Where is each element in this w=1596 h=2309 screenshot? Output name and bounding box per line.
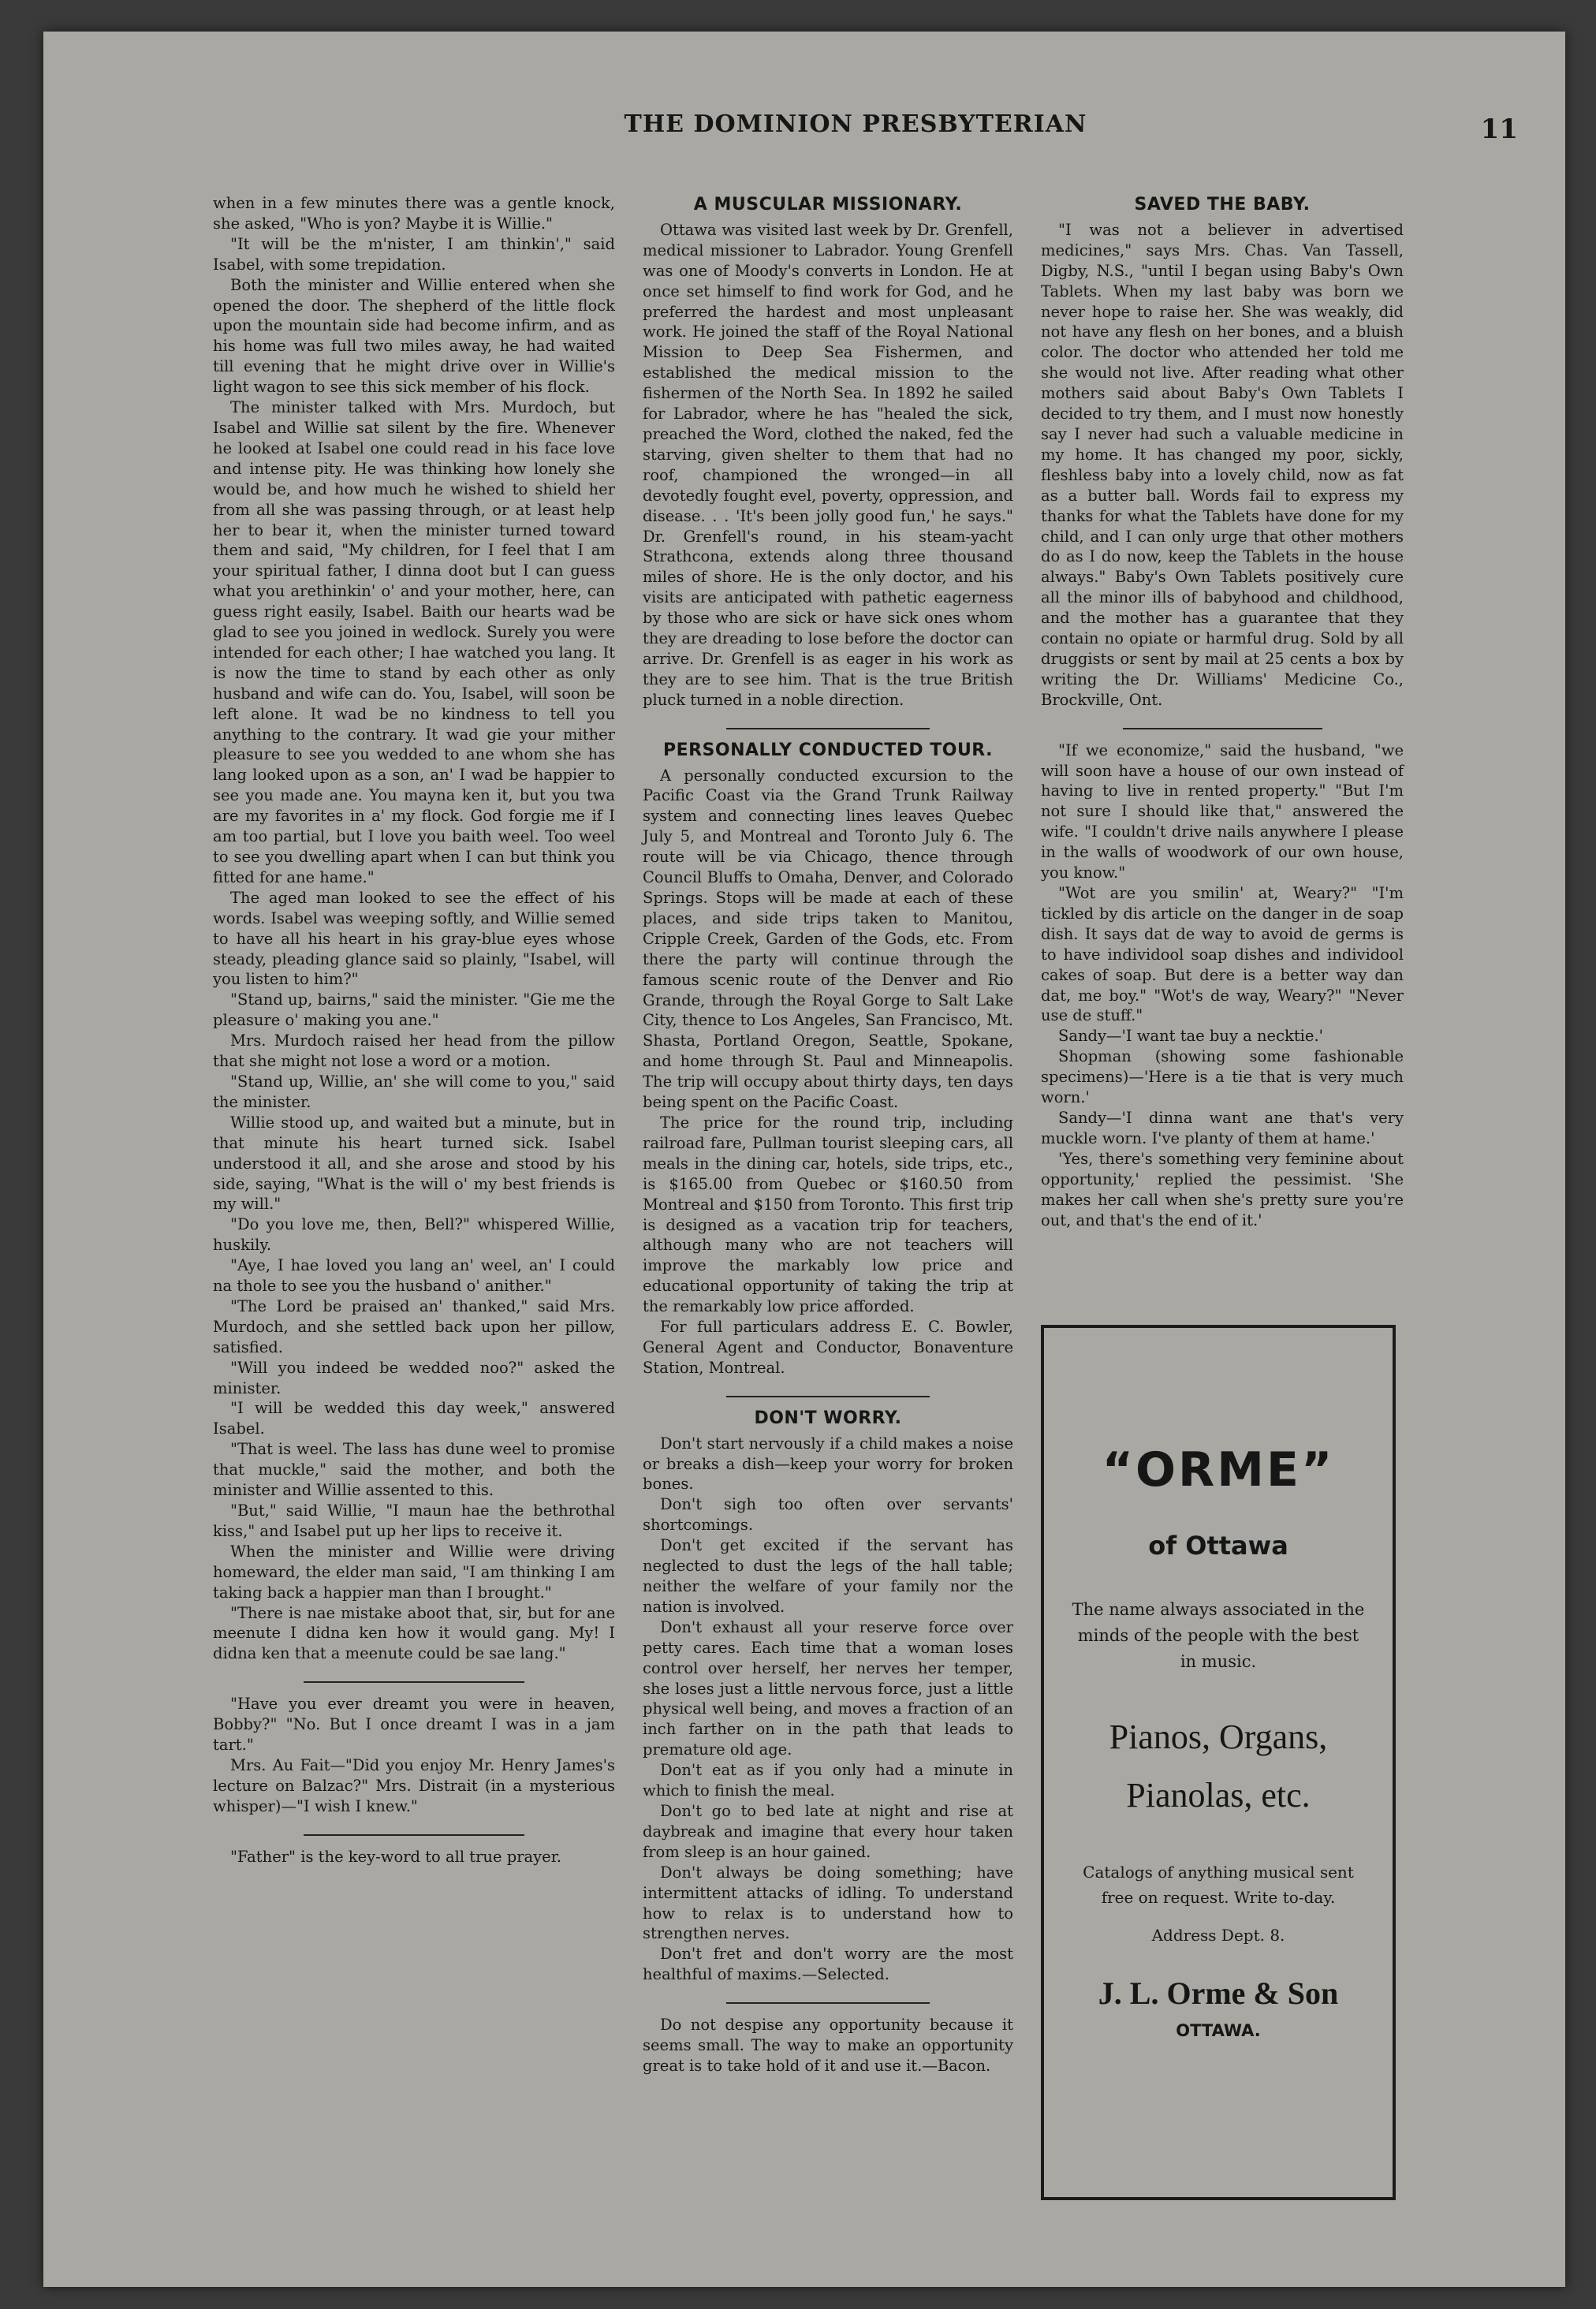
divider <box>304 1681 525 1683</box>
story-paragraph: "Aye, I hae loved you lang an' weel, an' I could na thole to see you the husband o' anither." <box>213 1256 615 1296</box>
divider <box>726 2002 930 2004</box>
story-paragraph: Willie stood up, and waited but a minute, but in that minute his heart turned sick. Isabel understood it all, and she arose and stood by his side, saying, "What is the will o' my best friends is my will." <box>213 1113 615 1214</box>
ad-address: Address Dept. 8. <box>1151 1926 1285 1945</box>
closing-paragraph: "Father" is the key-word to all true prayer. <box>230 1847 562 1866</box>
story-paragraph: "The Lord be praised an' thanked," said Mrs. Murdoch, and she settled back upon her pillow, satisfied. <box>213 1296 615 1356</box>
article-title-tour: PERSONALLY CONDUCTED TOUR. <box>662 740 994 760</box>
masthead: THE DOMINION PRESBYTERIAN <box>624 110 1087 138</box>
story-paragraph: "That is weel. The lass has dune weel to promise that muckle," said the mother, and both the minister and Willie assented to this. <box>213 1440 615 1500</box>
article-title-missionary: A MUSCULAR MISSIONARY. <box>693 195 963 214</box>
ad-brand: “ORME” <box>1102 1442 1335 1498</box>
misc-paragraph: "If we economize," said the husband, "we will soon have a house of our own instead of having to live in rented property." "But I'm not sure I should like that," answered the wife. "I couldn't drive nails anywhere I please in the walls of woodwork of our own house, you know." <box>1041 740 1404 882</box>
ad-catalog: Catalogs of anything musical sent free on request. Write to-day. <box>1083 1863 1354 1907</box>
misc-paragraph: Sandy—'I dinna want ane that's very muckle worn. I've planty of them at hame.' <box>1041 1108 1404 1147</box>
divider <box>726 1396 930 1397</box>
story-paragraph: "There is nae mistake aboot that, sir, but for ane meenute I didna ken how it would gang. My! I didna ken that a meenute could be sae lang." <box>213 1603 615 1663</box>
ad-products-line: Pianolas, etc. <box>1126 1776 1311 1815</box>
ad-products-line: Pianos, Organs, <box>1109 1718 1328 1756</box>
joke-paragraph: "Have you ever dreamt you were in heaven, Bobby?" "No. But I once dreamt I was in a jam tart." <box>213 1695 615 1755</box>
closing-paragraph: Do not despise any opportunity because it seems small. The way to make an opportunity great is to take hold of it and use it.—Bacon. <box>643 2016 1013 2075</box>
article-paragraph: Don't start nervously if a child makes a noise or breaks a dish—keep your worry for broken bones. <box>643 1434 1013 1494</box>
story-paragraph: Both the minister and Willie entered when she opened the door. The shepherd of the little flock upon the mountain side had become infirm, and as his home was full two miles away, he had waited till evening that he might drive over in Willie's light wagon to see this sick member of his flock. <box>213 275 615 397</box>
story-paragraph: The minister talked with Mrs. Murdoch, but Isabel and Willie sat silent by the fire. Whenever he looked at Isabel one could read in his face love and intense pity. He was thinking how lonely she would be, and how much he wished to shield her from all she was passing through, or at least help her to bear it, when the minister turned toward them and said, "My children, for I feel that I am your spiritual father, I dinna doot but I can guess what you arethinkin' o' and your mother, here, can guess right easily, Isabel. Baith our hearts wad be glad to see you joined in wedlock. Surely you were intended for each other; I hae watched you lang. It is now the time to stand by each other as only husband and wife can do. You, Isabel, will soon be left alone. It wad be no kindness to tell you anything to the contrary. It wad gie your mither pleasure to see you wedded to ane whom she has lang looked upon as a son, an' I wad be happier to see you made ane. You mayna ken it, but you twa are my favorites in a' my flock. God forgie me if I am too partial, but I love you baith weel. Too weel to see you dwelling apart when I can but think you fitted for ane hame." <box>213 398 615 886</box>
article-paragraph: Don't sigh too often over servants' shortcomings. <box>643 1495 1013 1535</box>
story-paragraph: "Stand up, bairns," said the minister. "Gie me the pleasure o' making you ane." <box>213 990 615 1030</box>
article-paragraph: Don't go to bed late at night and rise at daybreak and imagine that every hour taken from sleep is an hour gained. <box>643 1801 1013 1861</box>
story-paragraph: when in a few minutes there was a gentle knock, she asked, "Who is yon? Maybe it is Willie." <box>213 194 615 233</box>
article-paragraph: For full particulars address E. C. Bowler, General Agent and Conductor, Bonaventure Station, Montreal. <box>643 1318 1013 1377</box>
story-paragraph: "But," said Willie, "I maun hae the bethrothal kiss," and Isabel put up her lips to receive it. <box>213 1501 615 1540</box>
column-1 <box>213 193 615 1867</box>
article-title-baby: SAVED THE BABY. <box>1134 195 1311 214</box>
story-paragraph: "Do you love me, then, Bell?" whispered Willie, huskily. <box>213 1215 615 1255</box>
ad-city: of Ottawa <box>1148 1531 1288 1561</box>
article-paragraph: A personally conducted excursion to the Pacific Coast via the Grand Trunk Railway system and connecting lines leaves Quebec July 5, and Montreal and Toronto July 6. The route will be via Chicago, thence through Council Bluffs to Omaha, Denver, and Colorado Springs. Stops will be made at each of these places, and side trips taken to Manitou, Cripple Creek, Garden of the Gods, etc. From there the party will continue through the famous scenic route of the Denver and Rio Grande, through the Royal Gorge to Salt Lake City, thence to Los Angeles, San Francisco, Mt. Shasta, Portland Oregon, Seattle, Spokane, and home through St. Paul and Minneapolis. The trip will occupy about thirty days, ten days being spent on the Pacific Coast. <box>643 766 1013 1112</box>
story-paragraph: "Will you indeed be wedded noo?" asked the minister. <box>213 1358 615 1397</box>
joke-paragraph: Mrs. Au Fait—"Did you enjoy Mr. Henry James's lecture on Balzac?" Mrs. Distrait (in a mysterious whisper)—"I wish I knew." <box>213 1755 615 1815</box>
divider <box>1123 728 1322 729</box>
ad-products <box>1068 1708 1369 1825</box>
misc-paragraph: Shopman (showing some fashionable specimens)—'Here is a tie that is very much worn.' <box>1041 1047 1404 1107</box>
misc-paragraph: Sandy—'I want tae buy a necktie.' <box>1058 1027 1324 1046</box>
story-paragraph: "I will be wedded this day week," answered Isabel. <box>213 1399 615 1438</box>
ad-tagline: The name always associated in the minds of the people with the best in music. <box>1072 1600 1365 1671</box>
page-number: 11 <box>1480 114 1518 145</box>
story-paragraph: The aged man looked to see the effect of his words. Isabel was weeping softly, and Willie semed to have all his heart in his gray-blue eyes whose steady, pleading glance said so plainly, "Isabel, will you listen to him?" <box>213 888 615 989</box>
divider <box>304 1834 525 1836</box>
article-paragraph: The price for the round trip, including railroad fare, Pullman tourist sleeping cars, all meals in the dining car, hotels, side trips, etc., is $165.00 from Quebec or $160.50 from Montreal and $150 from Toronto. This first trip is designed as a vacation trip for teachers, although many who are not teachers will improve the markably low price and educational opportunity of taking the trip at the remarkably low price afforded. <box>643 1113 1013 1316</box>
story-paragraph: "Stand up, Willie, an' she will come to you," said the minister. <box>213 1072 615 1111</box>
article-paragraph: Don't eat as if you only had a minute in which to finish the meal. <box>643 1761 1013 1800</box>
article-paragraph: Don't get excited if the servant has neglected to dust the legs of the hall table; neither the welfare of your family nor the nation is involved. <box>643 1536 1013 1616</box>
story-paragraph: Mrs. Murdoch raised her head from the pillow that she might not lose a word or a motion. <box>213 1031 615 1071</box>
misc-paragraph: "Wot are you smilin' at, Weary?" "I'm tickled by dis article on the danger in de soap dish. It says dat de way to avoid de germs is to have individool soap dishes and individool cakes of soap. But dere is a better way dan dat, me boy." "Wot's de way, Weary?" "Never use de stuff." <box>1041 884 1404 1025</box>
article-paragraph: Don't always be doing something; have intermittent attacks of idling. To understand how to relax is to understand how to strengthen nerves. <box>643 1863 1013 1943</box>
article-paragraph: Don't exhaust all your reserve force over petty cares. Each time that a woman loses control over herself, her nerves her temper, she loses just a little nervous force, just a little physical well being, and moves a fraction of an inch farther on in the path that leads to premature old age. <box>643 1617 1013 1759</box>
divider <box>726 728 930 729</box>
article-paragraph: Don't fret and don't worry are the most healthful of maxims.—Selected. <box>643 1945 1013 1984</box>
column-2 <box>643 193 1013 2076</box>
ad-firm-city: OTTAWA. <box>1176 2021 1261 2040</box>
article-paragraph: "I was not a believer in advertised medicines," says Mrs. Chas. Van Tassell, Digby, N.S., "until I began using Baby's Own Tablets. When my last baby was born we never hope to raise her. She was weakly, did not have any flesh on her bones, and a bluish color. The doctor who attended her told me she would not live. After reading what other mothers said about Baby's Own Tablets I decided to try them, and I must now honestly say I never had such a valuable medicine in my home. It has changed my poor, sickly, fleshless baby into a lovely child, now as fat as a butter ball. Words fail to express my thanks for what the Tablets have done for my child, and I can only urge that other mothers do as I do now, keep the Tablets in the house always." Baby's Own Tablets positively cure all the minor ills of babyhood and childhood, and the mother has a guarantee that they contain no opiate or harmful drug. Sold by all druggists or sent by mail at 25 cents a box by writing the Dr. Williams' Medicine Co., Brockville, Ont. <box>1041 220 1404 709</box>
newspaper-page <box>43 32 1565 2287</box>
ad-firm: J. L. Orme & Son <box>1098 1975 1339 2011</box>
column-3 <box>1041 193 1404 1230</box>
orme-advertisement <box>1041 1325 1396 2200</box>
story-paragraph: When the minister and Willie were driving homeward, the elder man said, "I am thinking I am taking back a happier man than I brought." <box>213 1542 615 1602</box>
misc-paragraph: 'Yes, there's something very feminine about opportunity,' replied the pessimist. 'She makes her call when she's pretty sure you're out, and that's the end of it.' <box>1041 1149 1404 1229</box>
story-paragraph: "It will be the m'nister, I am thinkin'," said Isabel, with some trepidation. <box>213 234 615 274</box>
article-title-worry: DON'T WORRY. <box>754 1408 902 1428</box>
article-paragraph: Ottawa was visited last week by Dr. Grenfell, medical missioner to Labrador. Young Grenfell was one of Moody's converts in London. He at once set himself to find work for God, and he preferred the hardest and most unpleasant work. He joined the staff of the Royal National Mission to Deep Sea Fishermen, and established the medical mission to the fishermen of the North Sea. In 1892 he sailed for Labrador, where he has "healed the sick, preached the Word, clothed the naked, fed the starving, given shelter to them that had no roof, championed the wronged—in all devotedly fought evel, poverty, oppression, and disease. . . 'It's been jolly good fun,' he says." Dr. Grenfell's round, in his steam-yacht Strathcona, extends along three thousand miles of shore. He is the only doctor, and his visits are anticipated with pathetic eagerness by those who are sick or have sick ones whom they are dreading to lose before the doctor can arrive. Dr. Grenfell is as eager in his work as they are to see him. That is the true British pluck turned in a noble direction. <box>643 220 1013 709</box>
